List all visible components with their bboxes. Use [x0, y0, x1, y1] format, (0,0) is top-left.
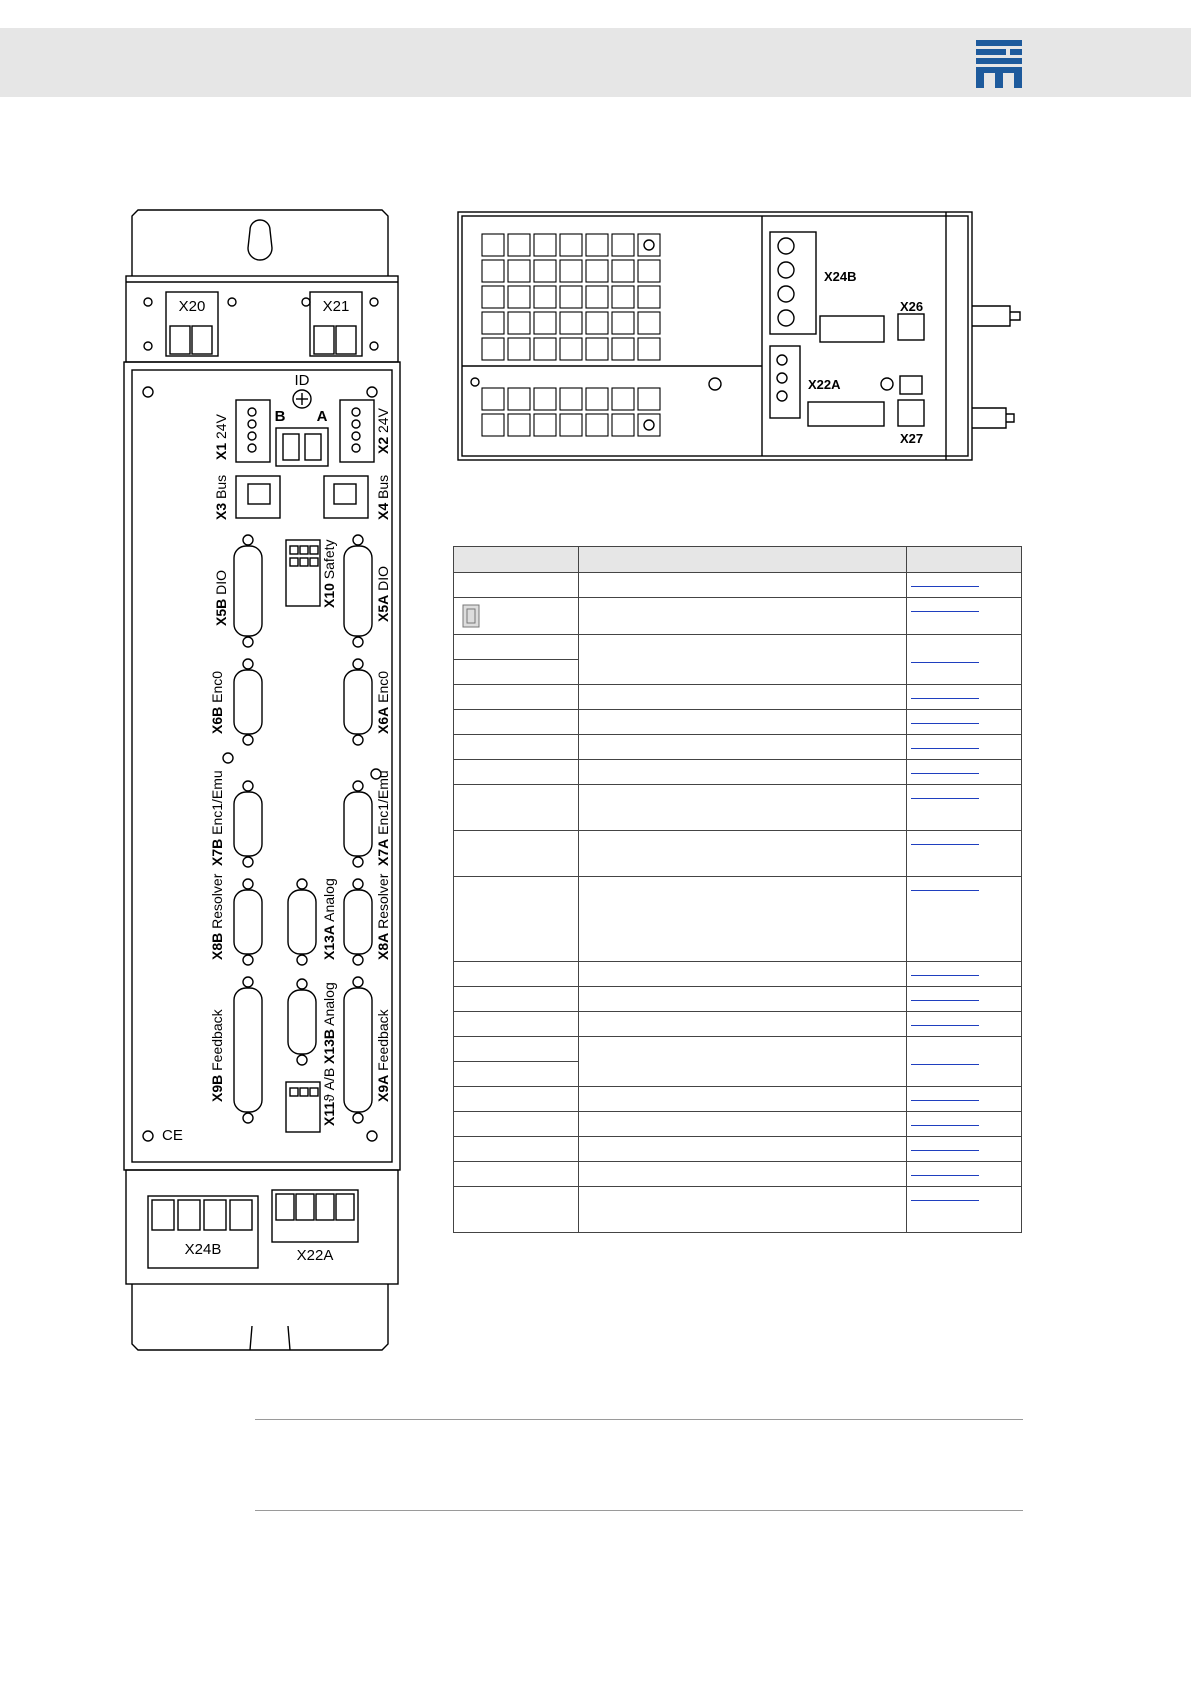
- label-x6a-enc0: X6A Enc0: [375, 670, 391, 734]
- label-x11-ab: X11ϑ A/B: [321, 1067, 337, 1126]
- label-x4-bus: X4 Bus: [375, 474, 391, 520]
- table-row: [454, 760, 1022, 785]
- table-row: [454, 735, 1022, 760]
- ce-mark: CE: [162, 1127, 183, 1144]
- page-link[interactable]: [911, 1175, 979, 1176]
- page-link[interactable]: [911, 1100, 979, 1101]
- label-x8a-resolver: X8A Resolver: [375, 873, 391, 960]
- table-row: [454, 635, 1022, 660]
- page-link[interactable]: [911, 1000, 979, 1001]
- table-row: [454, 710, 1022, 735]
- page-link[interactable]: [911, 773, 979, 774]
- page-link[interactable]: [911, 890, 979, 891]
- label-x2-24v: X2 24V: [375, 408, 391, 454]
- table-header-cell: [454, 547, 579, 573]
- divider-line: [255, 1419, 1023, 1420]
- top-label-x27: X27: [900, 431, 924, 446]
- page-link[interactable]: [911, 586, 979, 587]
- top-label-x26: X26: [900, 299, 924, 314]
- page-link[interactable]: [911, 698, 979, 699]
- connector-label-x24b: X24B: [184, 1241, 222, 1258]
- table-row: [454, 785, 1022, 831]
- divider-line: [255, 1510, 1023, 1511]
- page-link[interactable]: [911, 662, 979, 663]
- top-label-x22a: X22A: [808, 377, 841, 392]
- seven-segment-icon: [460, 603, 482, 629]
- page-link[interactable]: [911, 1125, 979, 1126]
- label-x9a-feedback: X9A Feedback: [375, 1009, 391, 1102]
- table-row: [454, 1087, 1022, 1112]
- table-row: [454, 685, 1022, 710]
- page-link[interactable]: [911, 1064, 979, 1065]
- table-row: [454, 1012, 1022, 1037]
- table-header-row: [454, 547, 1022, 573]
- page-link[interactable]: [911, 611, 979, 612]
- table-row: [454, 1112, 1022, 1137]
- table-header-cell: [578, 547, 907, 573]
- page-link[interactable]: [911, 1025, 979, 1026]
- front-view: [124, 210, 400, 1350]
- label-x1-24v: X1 24V: [213, 414, 229, 460]
- page-link[interactable]: [911, 748, 979, 749]
- page-link[interactable]: [911, 844, 979, 845]
- page-link[interactable]: [911, 798, 979, 799]
- label-x6b-enc0: X6B Enc0: [209, 670, 225, 734]
- connector-label-x20: X20: [178, 298, 206, 315]
- label-x8b-resolver: X8B Resolver: [209, 873, 225, 960]
- label-x3-bus: X3 Bus: [213, 474, 229, 520]
- top-view: [458, 212, 1020, 460]
- table-row: [454, 1037, 1022, 1062]
- connector-label-x22a: X22A: [296, 1247, 334, 1264]
- label-x5a-dio: X5A DIO: [375, 565, 391, 622]
- top-view-labels: [808, 269, 923, 446]
- connector-label-x21: X21: [322, 298, 350, 315]
- page-link[interactable]: [911, 723, 979, 724]
- id-label: ID: [294, 372, 310, 389]
- table-row: [454, 1187, 1022, 1233]
- table-row: [454, 1137, 1022, 1162]
- table-row: [454, 987, 1022, 1012]
- table-row: [454, 831, 1022, 877]
- table-row: [454, 1162, 1022, 1187]
- label-x5b-dio: X5B DIO: [213, 569, 229, 626]
- page-link[interactable]: [911, 975, 979, 976]
- label-x9b-feedback: X9B Feedback: [209, 1009, 225, 1102]
- label-x7b-enc1-emu: X7B Enc1/Emu: [209, 770, 225, 866]
- top-label-x24b: X24B: [824, 269, 857, 284]
- table-header-cell: [907, 547, 1022, 573]
- label-x10-safety: X10 Safety: [321, 539, 337, 608]
- table-row: [454, 598, 1022, 635]
- label-x13a-analog: X13A Analog: [321, 878, 337, 960]
- table-row: [454, 962, 1022, 987]
- page-link[interactable]: [911, 1150, 979, 1151]
- table-row: [454, 877, 1022, 962]
- label-x13b-analog: X13B Analog: [321, 982, 337, 1064]
- page-link[interactable]: [911, 1200, 979, 1201]
- b-label: B: [274, 408, 286, 425]
- table-row: [454, 573, 1022, 598]
- a-label: A: [316, 408, 328, 425]
- connector-table: [453, 546, 1022, 1233]
- label-x7a-enc1-emu: X7A Enc1/Emu: [375, 770, 391, 866]
